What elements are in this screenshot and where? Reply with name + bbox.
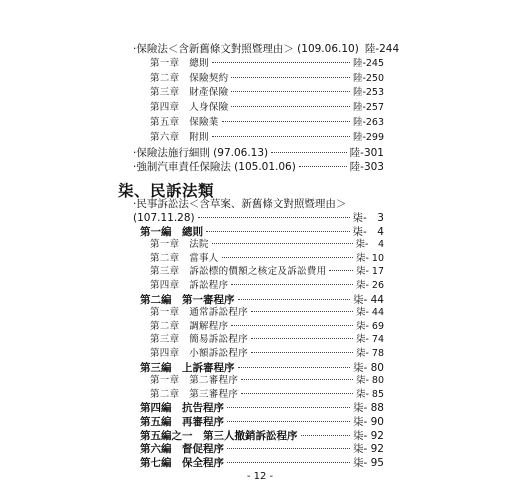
dot-leader (251, 338, 353, 339)
section-heading: 柒、民訴法類 (118, 181, 215, 200)
toc-entry-title: 第六章 附則 (150, 131, 209, 143)
dot-leader (251, 311, 353, 312)
toc-entry (150, 322, 384, 332)
toc-entry-page: 陸-250 (352, 72, 384, 84)
dot-leader (231, 325, 353, 326)
toc-entry-page: 陸-303 (349, 161, 384, 174)
toc-entry (133, 148, 384, 159)
toc-entry (150, 74, 384, 84)
toc-entry-title: 第四章 人身保險 (150, 102, 229, 114)
toc-entry-page: 柒- 92 (353, 443, 384, 456)
toc-entry-page: 柒- 10 (355, 252, 384, 264)
toc-entry-title: 第二章 調解程序 (150, 320, 229, 332)
toc-entry-page: 柒- 17 (355, 266, 384, 278)
toc-entry (150, 133, 384, 143)
toc-entry-page: 柒- 92 (353, 429, 384, 442)
toc-entry (150, 390, 384, 400)
toc-entry-page: 柒- 4 (352, 225, 384, 238)
dot-leader (271, 152, 347, 153)
toc-entry-page: 柒- 80 (355, 375, 384, 387)
toc-entry-page: 柒- 74 (355, 334, 384, 346)
toc-entry-title: 第二章 當事人 (150, 252, 219, 264)
dot-leader (251, 352, 353, 353)
toc-entry-page: 柒- 88 (353, 402, 384, 415)
toc-entry (150, 335, 384, 345)
toc-entry-title: 第五編之一 第三人撤銷訴訟程序 (140, 429, 298, 442)
dot-leader (212, 136, 350, 137)
toc-entry-title: 第五編 再審程序 (140, 416, 224, 428)
toc-entry (150, 118, 384, 128)
toc-entry (140, 458, 384, 469)
toc-entry-title: 第五章 保險業 (150, 117, 219, 128)
dot-leader (227, 421, 350, 422)
toc-entry (140, 431, 384, 442)
toc-entry-page: 柒- 69 (355, 320, 384, 332)
toc-entry-title: 第一章 第二審程序 (150, 375, 239, 387)
toc-entry-title: 第四章 訴訟程序 (150, 280, 229, 291)
toc-entry-page: 柒- 85 (355, 388, 384, 400)
toc-entry-title: 第三章 財產保險 (150, 87, 229, 99)
dot-leader (198, 217, 350, 218)
toc-entry-title: 第二章 保險契約 (150, 72, 229, 84)
toc-entry-page: 陸-299 (352, 131, 384, 143)
toc-entry (133, 213, 384, 224)
toc-entry (150, 281, 384, 291)
toc-entry (150, 267, 384, 277)
toc-entry-page: 柒- 26 (355, 280, 384, 291)
dot-leader (222, 257, 353, 258)
dot-leader (301, 435, 351, 436)
toc-entry-title: 第四章 小額訴訟程序 (150, 348, 249, 359)
toc-entry-page: 柒- 78 (355, 348, 384, 359)
dot-leader (227, 407, 350, 408)
toc-entry-title: 第六編 督促程序 (140, 443, 224, 456)
toc-entry (150, 308, 384, 318)
toc-entry (140, 295, 384, 306)
toc-entry-title: 第三章 訴訟標的價額之核定及訴訟費用 (150, 266, 327, 278)
toc-entry (150, 254, 384, 264)
dot-leader (329, 270, 353, 271)
toc-entry (150, 240, 384, 250)
toc-entry-title: ‧強制汽車責任保險法 (105.01.06) (133, 161, 296, 174)
dot-leader (212, 62, 350, 63)
toc-entry-title: 第一章 總則 (150, 57, 209, 69)
toc-entry (140, 363, 384, 374)
civil-procedure-law-title: ‧民事訴訟法＜含草案、新舊條文對照暨理由＞ (133, 198, 347, 210)
toc-entry (140, 227, 384, 238)
toc-entry (150, 376, 384, 386)
dot-leader (231, 106, 350, 107)
toc-entry (140, 417, 384, 428)
toc-entry-title: ‧保險法＜含新舊條文對照暨理由＞ (109.06.10) (133, 43, 359, 55)
toc-entry-page: 柒- 80 (353, 361, 384, 374)
dot-leader (299, 166, 347, 167)
toc-entry-title: (107.11.28) (133, 212, 195, 224)
toc-entry (150, 59, 384, 69)
dot-leader (227, 448, 350, 449)
dot-leader (241, 379, 353, 380)
toc-entry-page: 陸-245 (352, 57, 384, 69)
toc-entry-page: 陸-253 (352, 87, 384, 99)
toc-entry-title: 第四編 抗告程序 (140, 402, 224, 415)
toc-entry-title: 第一章 法院 (150, 239, 209, 251)
dot-leader (238, 367, 351, 368)
page-number: - 12 - (246, 471, 274, 482)
toc-entry-title: 第二編 第一審程序 (140, 293, 235, 306)
dot-leader (231, 77, 350, 78)
toc-entry (133, 162, 384, 173)
toc-entry-title: 第七編 保全程序 (140, 456, 224, 469)
toc-entry (150, 103, 384, 113)
dot-leader (231, 91, 350, 92)
dot-leader (212, 243, 353, 244)
toc-entry-page: 柒- 4 (355, 239, 384, 251)
toc-entry (150, 349, 384, 359)
toc-entry-title: 第二章 第三審程序 (150, 388, 239, 400)
toc-entry-page: 柒- 44 (353, 293, 384, 306)
toc-entry (140, 403, 384, 414)
dot-leader (238, 299, 351, 300)
dot-leader (227, 462, 350, 463)
toc-entry-title: 第三編 上訴審程序 (140, 361, 235, 374)
toc-entry-page: 柒- 95 (353, 456, 384, 469)
toc-entry-page: 柒- 44 (355, 307, 384, 319)
toc-entry-page: 柒- 3 (352, 212, 384, 224)
toc-entry-page: 陸-257 (352, 102, 384, 114)
toc-entry-title: ‧保險法施行細則 (97.06.13) (133, 146, 269, 159)
dot-leader (222, 121, 350, 122)
dot-leader (241, 393, 353, 394)
toc-entry (150, 88, 384, 98)
toc-entry-title: 第三章 簡易訴訟程序 (150, 334, 249, 346)
toc-entry-title: 第一編 總則 (140, 225, 203, 238)
dot-leader (206, 231, 350, 232)
toc-entry-page: 陸-301 (349, 146, 384, 159)
toc-entry-page: 柒- 90 (353, 416, 384, 428)
toc-entry (140, 444, 384, 455)
toc-entry-title: 第一章 通常訴訟程序 (150, 307, 249, 319)
dot-leader (231, 284, 353, 285)
toc-entry-page: 陸-244 (364, 43, 400, 55)
toc-entry (133, 43, 400, 55)
toc-entry-page: 陸-263 (352, 117, 384, 128)
